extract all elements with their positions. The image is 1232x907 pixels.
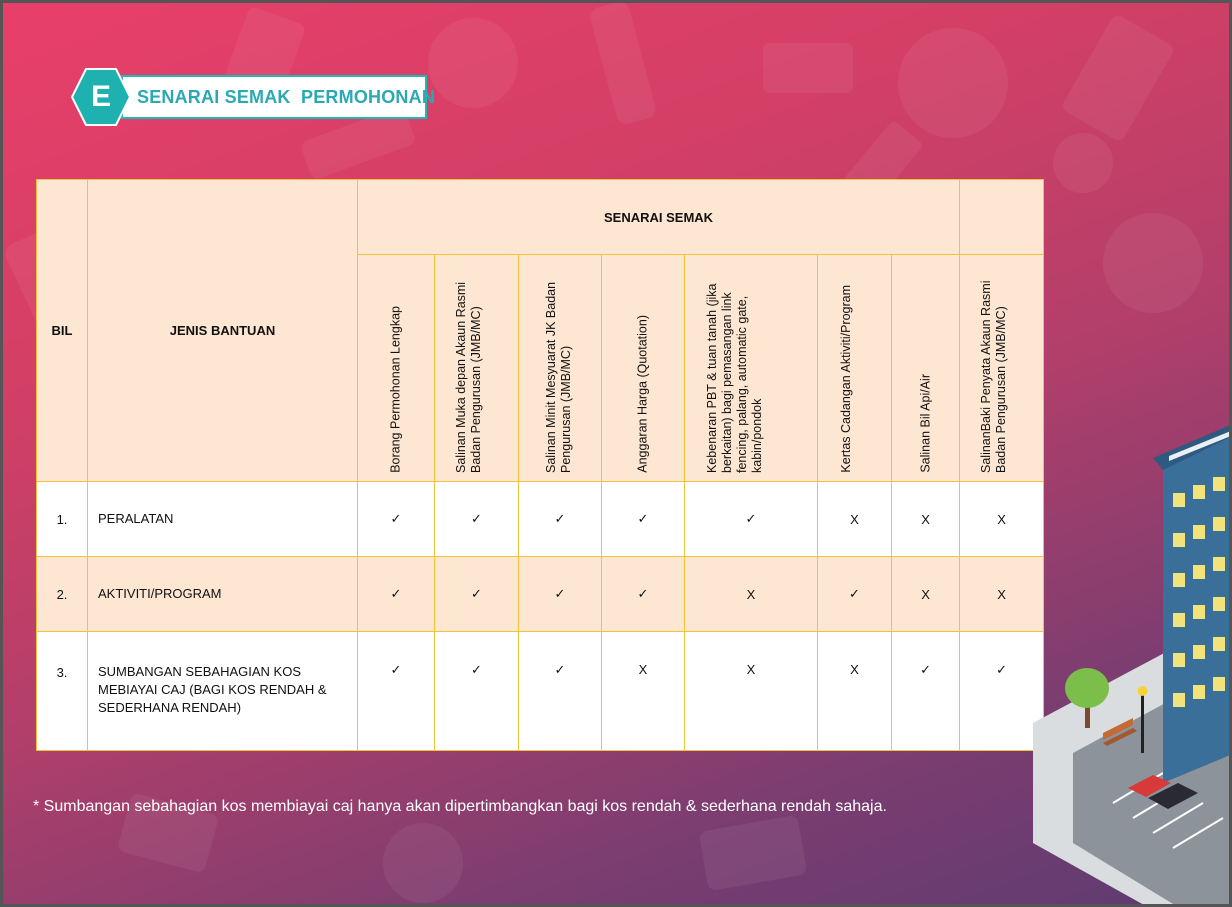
- column-header-text: Borang Permohonan Lengkap: [388, 306, 403, 473]
- header-empty: [960, 180, 1044, 255]
- check-mark: X: [685, 557, 818, 632]
- check-mark: ✓: [519, 482, 602, 557]
- check-mark: ✓: [818, 557, 892, 632]
- checklist-table: [36, 179, 1044, 751]
- building-illustration: [1033, 423, 1232, 907]
- column-header: [960, 255, 1044, 482]
- check-mark: X: [818, 632, 892, 751]
- section-title: [121, 75, 436, 119]
- column-header-text: Anggaran Harga (Quotation): [635, 315, 650, 473]
- header-bil: BIL: [37, 180, 88, 482]
- check-mark: ✓: [435, 482, 519, 557]
- row-bil: 1.: [37, 482, 88, 557]
- header-jenis-bantuan: JENIS BANTUAN: [88, 180, 358, 482]
- check-mark: ✓: [358, 482, 435, 557]
- column-header: [602, 255, 685, 482]
- section-title-text: SENARAI SEMAK PERMOHONAN: [137, 86, 436, 107]
- row-bil: 2.: [37, 557, 88, 632]
- section-badge-letter: E: [90, 80, 111, 113]
- check-mark: X: [685, 632, 818, 751]
- check-mark: ✓: [358, 632, 435, 751]
- table-row: [37, 482, 1044, 557]
- column-header: [435, 255, 519, 482]
- row-jenis: AKTIVITI/PROGRAM: [88, 557, 358, 632]
- check-mark: ✓: [602, 557, 685, 632]
- check-mark: ✓: [602, 482, 685, 557]
- row-jenis: SUMBANGAN SEBAHAGIAN KOS MEBIAYAI CAJ (BAGI KOS RENDAH & SEDERHANA RENDAH): [88, 632, 358, 751]
- check-mark: X: [892, 482, 960, 557]
- column-header: [818, 255, 892, 482]
- column-header: [685, 255, 818, 482]
- check-mark: ✓: [685, 482, 818, 557]
- column-header-text: Salinan Muka depan Akaun Rasmi Badan Pengurusan (JMB/MC): [453, 281, 483, 473]
- column-header-text: Salinan Minit Mesyuarat JK Badan Pengurusan (JMB/MC): [544, 281, 573, 473]
- column-header: [892, 255, 960, 482]
- check-mark: ✓: [519, 632, 602, 751]
- table-row: [37, 557, 1044, 632]
- column-header-text: Salinan Bil Api/Air: [918, 374, 933, 473]
- footnote: * Sumbangan sebahagian kos membiayai caj hanya akan dipertimbangkan bagi kos rendah & sederhana rendah sahaja.: [33, 798, 887, 815]
- check-mark: X: [818, 482, 892, 557]
- column-header: [358, 255, 435, 482]
- check-mark: X: [960, 557, 1044, 632]
- check-mark: ✓: [960, 632, 1044, 751]
- check-mark: ✓: [435, 632, 519, 751]
- check-mark: X: [960, 482, 1044, 557]
- check-mark: ✓: [435, 557, 519, 632]
- table-row: [37, 632, 1044, 751]
- header-senarai-semak: SENARAI SEMAK: [358, 180, 960, 255]
- column-header-text: Kebenaran PBT & tuan tanah (jika berkaitan) bagi pemasangan link fencing, palang, automatic gate, kabin/pondok: [705, 283, 764, 473]
- column-header-text: Kertas Cadangan Aktiviti/Program: [838, 285, 853, 473]
- section-badge: [71, 68, 131, 126]
- check-mark: ✓: [358, 557, 435, 632]
- row-jenis: PERALATAN: [88, 482, 358, 557]
- check-mark: ✓: [892, 632, 960, 751]
- row-bil: 3.: [37, 632, 88, 751]
- column-header-text: SalinanBaki Penyata Akaun Rasmi Badan Pengurusan (JMB/MC): [978, 280, 1008, 473]
- check-mark: ✓: [519, 557, 602, 632]
- check-mark: X: [602, 632, 685, 751]
- column-header: [519, 255, 602, 482]
- check-mark: X: [892, 557, 960, 632]
- table-header-row: [37, 180, 1044, 255]
